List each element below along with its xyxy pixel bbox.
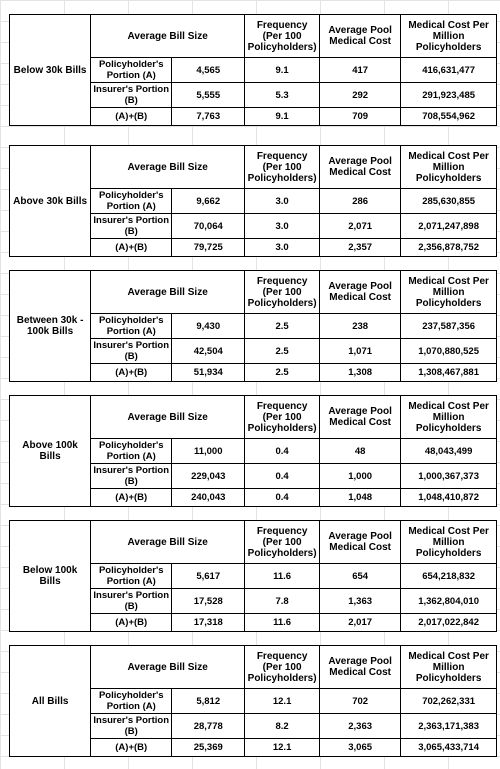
bill-table-block xyxy=(9,395,497,507)
cell-frequency: 7.8 xyxy=(245,589,320,614)
header-row xyxy=(10,521,497,564)
bill-table-block xyxy=(9,145,497,257)
row-label-total: (A)+(B) xyxy=(91,614,172,632)
cell-bill: 7,763 xyxy=(172,108,245,126)
header-frequency: Frequency (Per 100 Policyholders) xyxy=(245,396,320,439)
cell-pool-cost: 709 xyxy=(320,108,401,126)
row-label-policyholder: Policyholder's Portion (A) xyxy=(91,314,172,339)
cell-cost-per-million: 2,356,878,752 xyxy=(401,239,497,257)
cell-pool-cost: 238 xyxy=(320,314,401,339)
bill-table-block xyxy=(9,270,497,382)
bill-table-block xyxy=(9,14,497,126)
section-title: Above 30k Bills xyxy=(10,146,91,257)
cell-frequency: 11.6 xyxy=(245,564,320,589)
cell-bill: 42,504 xyxy=(172,339,245,364)
section-title: Above 100k Bills xyxy=(10,396,91,507)
cell-pool-cost: 2,357 xyxy=(320,239,401,257)
header-cost-per-million: Medical Cost Per Million Policyholders xyxy=(401,521,497,564)
cell-frequency: 8.2 xyxy=(245,714,320,739)
row-label-policyholder: Policyholder's Portion (A) xyxy=(91,189,172,214)
cell-pool-cost: 2,017 xyxy=(320,614,401,632)
header-frequency: Frequency (Per 100 Policyholders) xyxy=(245,271,320,314)
cell-bill: 70,064 xyxy=(172,214,245,239)
cell-frequency: 3.0 xyxy=(245,239,320,257)
cell-pool-cost: 2,363 xyxy=(320,714,401,739)
cell-frequency: 11.6 xyxy=(245,614,320,632)
cell-cost-per-million: 2,017,022,842 xyxy=(401,614,497,632)
header-pool-cost: Average Pool Medical Cost xyxy=(320,396,401,439)
row-label-total: (A)+(B) xyxy=(91,364,172,382)
header-cost-per-million: Medical Cost Per Million Policyholders xyxy=(401,396,497,439)
cell-bill: 25,369 xyxy=(172,739,245,757)
header-cost-per-million: Medical Cost Per Million Policyholders xyxy=(401,146,497,189)
row-label-insurer: Insurer's Portion (B) xyxy=(91,714,172,739)
cell-frequency: 0.4 xyxy=(245,439,320,464)
header-bill-size: Average Bill Size xyxy=(91,396,245,439)
cell-cost-per-million: 1,308,467,881 xyxy=(401,364,497,382)
cell-frequency: 3.0 xyxy=(245,189,320,214)
cell-bill: 5,617 xyxy=(172,564,245,589)
cell-cost-per-million: 654,218,832 xyxy=(401,564,497,589)
cell-cost-per-million: 2,363,171,383 xyxy=(401,714,497,739)
header-pool-cost: Average Pool Medical Cost xyxy=(320,15,401,58)
cell-pool-cost: 702 xyxy=(320,689,401,714)
cell-bill: 11,000 xyxy=(172,439,245,464)
header-bill-size: Average Bill Size xyxy=(91,646,245,689)
header-frequency: Frequency (Per 100 Policyholders) xyxy=(245,521,320,564)
header-frequency: Frequency (Per 100 Policyholders) xyxy=(245,146,320,189)
cell-pool-cost: 1,000 xyxy=(320,464,401,489)
row-label-insurer: Insurer's Portion (B) xyxy=(91,83,172,108)
cell-frequency: 0.4 xyxy=(245,489,320,507)
section-title: All Bills xyxy=(10,646,91,757)
bill-table-block xyxy=(9,645,497,757)
cell-pool-cost: 1,048 xyxy=(320,489,401,507)
bill-table xyxy=(9,14,497,126)
cell-frequency: 0.4 xyxy=(245,464,320,489)
header-pool-cost: Average Pool Medical Cost xyxy=(320,521,401,564)
cell-cost-per-million: 708,554,962 xyxy=(401,108,497,126)
row-label-policyholder: Policyholder's Portion (A) xyxy=(91,564,172,589)
row-label-policyholder: Policyholder's Portion (A) xyxy=(91,689,172,714)
cell-pool-cost: 417 xyxy=(320,58,401,83)
cell-frequency: 2.5 xyxy=(245,314,320,339)
cell-pool-cost: 3,065 xyxy=(320,739,401,757)
row-label-insurer: Insurer's Portion (B) xyxy=(91,464,172,489)
cell-frequency: 12.1 xyxy=(245,739,320,757)
cell-pool-cost: 654 xyxy=(320,564,401,589)
bill-table xyxy=(9,395,497,507)
cell-pool-cost: 1,071 xyxy=(320,339,401,364)
header-cost-per-million: Medical Cost Per Million Policyholders xyxy=(401,271,497,314)
header-bill-size: Average Bill Size xyxy=(91,271,245,314)
cell-bill: 17,318 xyxy=(172,614,245,632)
cell-bill: 5,812 xyxy=(172,689,245,714)
cell-pool-cost: 2,071 xyxy=(320,214,401,239)
header-cost-per-million: Medical Cost Per Million Policyholders xyxy=(401,646,497,689)
cell-bill: 28,778 xyxy=(172,714,245,739)
cell-pool-cost: 48 xyxy=(320,439,401,464)
cell-bill: 4,565 xyxy=(172,58,245,83)
header-row xyxy=(10,396,497,439)
row-label-insurer: Insurer's Portion (B) xyxy=(91,339,172,364)
row-label-total: (A)+(B) xyxy=(91,739,172,757)
row-label-policyholder: Policyholder's Portion (A) xyxy=(91,58,172,83)
header-frequency: Frequency (Per 100 Policyholders) xyxy=(245,15,320,58)
header-row xyxy=(10,646,497,689)
cell-cost-per-million: 291,923,485 xyxy=(401,83,497,108)
header-bill-size: Average Bill Size xyxy=(91,521,245,564)
bill-table xyxy=(9,145,497,257)
cell-frequency: 2.5 xyxy=(245,339,320,364)
cell-bill: 5,555 xyxy=(172,83,245,108)
header-cost-per-million: Medical Cost Per Million Policyholders xyxy=(401,15,497,58)
cell-frequency: 9.1 xyxy=(245,108,320,126)
header-bill-size: Average Bill Size xyxy=(91,15,245,58)
header-row xyxy=(10,15,497,58)
cell-cost-per-million: 285,630,855 xyxy=(401,189,497,214)
bill-table xyxy=(9,645,497,757)
cell-frequency: 9.1 xyxy=(245,58,320,83)
cell-bill: 79,725 xyxy=(172,239,245,257)
cell-cost-per-million: 702,262,331 xyxy=(401,689,497,714)
bill-table-block xyxy=(9,520,497,632)
row-label-policyholder: Policyholder's Portion (A) xyxy=(91,439,172,464)
cell-frequency: 2.5 xyxy=(245,364,320,382)
header-row xyxy=(10,271,497,314)
bill-table xyxy=(9,520,497,632)
cell-bill: 51,934 xyxy=(172,364,245,382)
cell-bill: 240,043 xyxy=(172,489,245,507)
section-title: Between 30k - 100k Bills xyxy=(10,271,91,382)
row-label-total: (A)+(B) xyxy=(91,489,172,507)
row-label-total: (A)+(B) xyxy=(91,108,172,126)
header-pool-cost: Average Pool Medical Cost xyxy=(320,271,401,314)
bill-table xyxy=(9,270,497,382)
section-title: Below 100k Bills xyxy=(10,521,91,632)
cell-cost-per-million: 416,631,477 xyxy=(401,58,497,83)
cell-frequency: 3.0 xyxy=(245,214,320,239)
cell-cost-per-million: 1,000,367,373 xyxy=(401,464,497,489)
cell-bill: 9,430 xyxy=(172,314,245,339)
cell-pool-cost: 286 xyxy=(320,189,401,214)
row-label-insurer: Insurer's Portion (B) xyxy=(91,214,172,239)
header-pool-cost: Average Pool Medical Cost xyxy=(320,646,401,689)
cell-pool-cost: 292 xyxy=(320,83,401,108)
cell-cost-per-million: 1,070,880,525 xyxy=(401,339,497,364)
header-row xyxy=(10,146,497,189)
section-title: Below 30k Bills xyxy=(10,15,91,126)
cell-bill: 9,662 xyxy=(172,189,245,214)
cell-cost-per-million: 48,043,499 xyxy=(401,439,497,464)
cell-pool-cost: 1,308 xyxy=(320,364,401,382)
cell-pool-cost: 1,363 xyxy=(320,589,401,614)
cell-bill: 17,528 xyxy=(172,589,245,614)
cell-cost-per-million: 1,362,804,010 xyxy=(401,589,497,614)
cell-cost-per-million: 3,065,433,714 xyxy=(401,739,497,757)
row-label-insurer: Insurer's Portion (B) xyxy=(91,589,172,614)
cell-frequency: 12.1 xyxy=(245,689,320,714)
header-frequency: Frequency (Per 100 Policyholders) xyxy=(245,646,320,689)
cell-bill: 229,043 xyxy=(172,464,245,489)
cell-cost-per-million: 1,048,410,872 xyxy=(401,489,497,507)
header-pool-cost: Average Pool Medical Cost xyxy=(320,146,401,189)
cell-frequency: 5.3 xyxy=(245,83,320,108)
cell-cost-per-million: 237,587,356 xyxy=(401,314,497,339)
cell-cost-per-million: 2,071,247,898 xyxy=(401,214,497,239)
header-bill-size: Average Bill Size xyxy=(91,146,245,189)
row-label-total: (A)+(B) xyxy=(91,239,172,257)
